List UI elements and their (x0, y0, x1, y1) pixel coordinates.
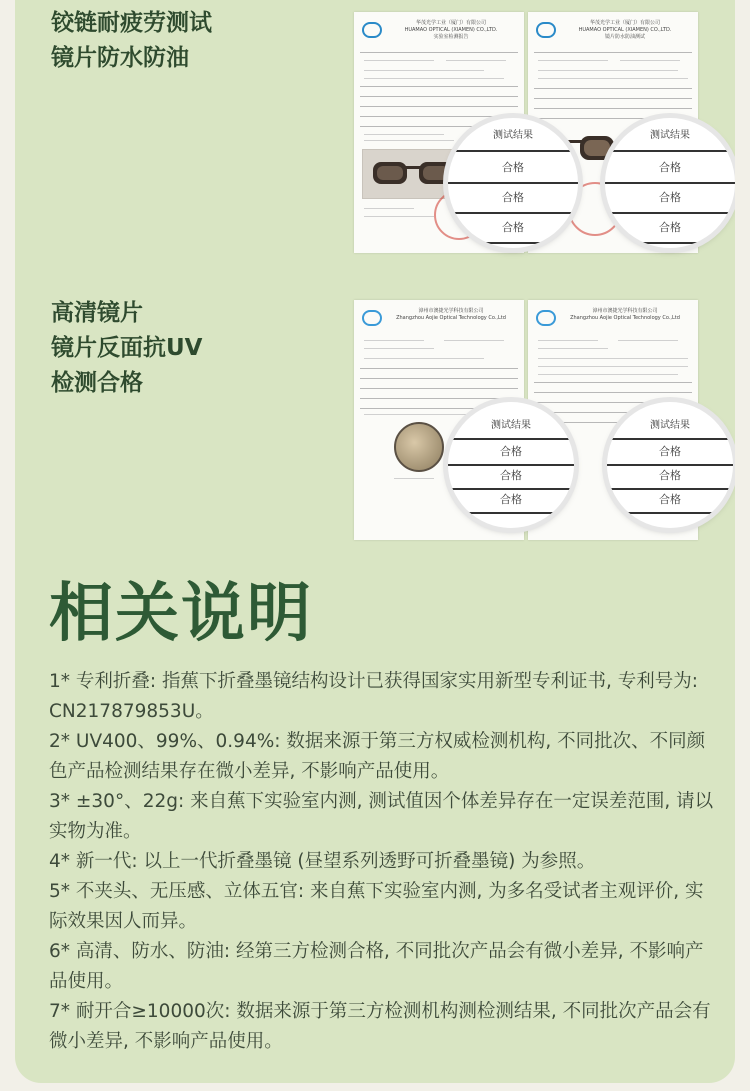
section-title-line: 铰链耐疲劳测试 (51, 10, 212, 36)
magnifier-test-result: 测试结果 合格 合格 合格 (607, 402, 733, 528)
aojie-logo-icon (536, 310, 556, 326)
glasses-icon (371, 158, 455, 188)
section-title-line: 高清镜片 (51, 300, 143, 326)
content-panel (15, 0, 735, 1083)
notes-heading: 相关说明 (49, 577, 313, 651)
lens-sample-icon (394, 422, 444, 472)
note-item: 1* 专利折叠: 指蕉下折叠墨镜结构设计已获得国家实用新型专利证书, 专利号为: CN217879853U。 (49, 671, 699, 722)
huamao-logo-icon (362, 22, 382, 38)
magnifier-test-result: 测试结果 合格 合格 合格 (605, 118, 735, 248)
huamao-logo-icon (536, 22, 556, 38)
section-title-lens-uv (51, 296, 202, 401)
section-title-hinge-test (51, 6, 212, 76)
certificate-header: 漳州市澳捷光学科技有限公司 Zhangzhou Aojie Optical Technology Co.,Ltd (570, 308, 680, 321)
note-item: 6* 高清、防水、防油: 经第三方检测合格, 不同批次产品会有微小差异, 不影响产品使用。 (49, 941, 704, 992)
aojie-logo-icon (362, 310, 382, 326)
certificate-header: 漳州市澳捷光学科技有限公司 Zhangzhou Aojie Optical Technology Co.,Ltd (396, 308, 506, 321)
certificate-header: 华茂光学工业（厦门）有限公司 HUAMAO OPTICAL (XIAMEN) CO.,LTD. 实验室检测报告 (404, 20, 498, 40)
note-item: 2* UV400、99%、0.94%: 数据来源于第三方权威检测机构, 不同批次、不同颜色产品检测结果存在微小差异, 不影响产品使用。 (49, 731, 706, 782)
section-title-line: 镜片反面抗UV (51, 335, 203, 361)
magnifier-test-result: 测试结果 合格 合格 合格 (448, 402, 574, 528)
section-title-line: 镜片防水防油 (51, 45, 189, 71)
notes-list (49, 667, 714, 1057)
note-item: 4* 新一代: 以上一代折叠墨镜 (昼望系列透野可折叠墨镜) 为参照。 (49, 851, 596, 872)
note-item: 7* 耐开合≥10000次: 数据来源于第三方检测机构测检测结果, 不同批次产品会有微小差异, 不影响产品使用。 (49, 1001, 711, 1052)
certificate-header: 华茂光学工业（厦门）有限公司 HUAMAO OPTICAL (XIAMEN) CO.,LTD. 镜片防水防油测试 (578, 20, 672, 40)
section-title-line: 检测合格 (51, 370, 143, 396)
note-item: 5* 不夹头、无压感、立体五官: 来自蕉下实验室内测, 为多名受试者主观评价, 实际效果因人而异。 (49, 881, 704, 932)
note-item: 3* ±30°、22g: 来自蕉下实验室内测, 测试值因个体差异存在一定误差范围, 请以实物为准。 (49, 791, 714, 842)
magnifier-test-result: 测试结果 合格 合格 合格 (448, 118, 578, 248)
